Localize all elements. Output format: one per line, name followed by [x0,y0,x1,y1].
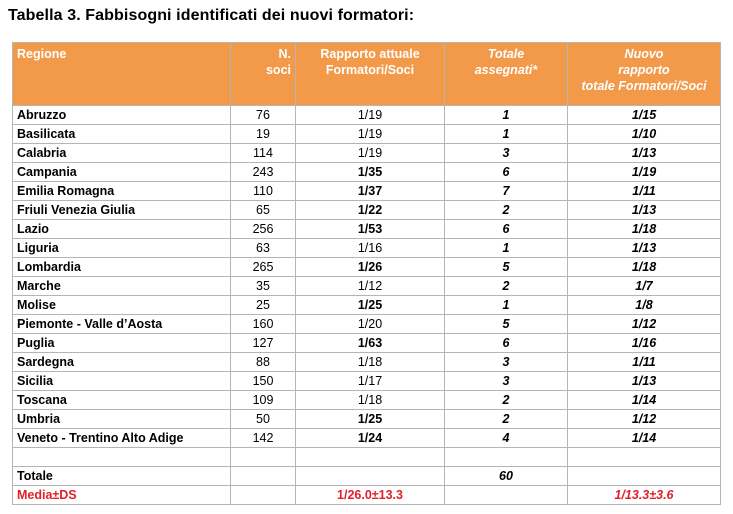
cell-empty [445,448,568,467]
cell-totale-assegnati: 3 [445,144,568,163]
table-row [13,353,721,372]
cell-nuovo-rapporto: 1/12 [568,315,721,334]
table-row [13,334,721,353]
cell-totale-assegnati: 3 [445,372,568,391]
totale-label: Totale [13,467,231,486]
cell-nuovo-rapporto: 1/7 [568,277,721,296]
cell-rapporto-attuale: 1/24 [296,429,445,448]
cell-regione: Friuli Venezia Giulia [13,201,231,220]
cell-rapporto-attuale: 1/20 [296,315,445,334]
cell-regione: Lombardia [13,258,231,277]
cell-empty [231,448,296,467]
cell-rapporto-attuale: 1/18 [296,353,445,372]
table-row [13,201,721,220]
cell-nuovo-rapporto: 1/14 [568,429,721,448]
header-soci: N. soci [231,43,296,106]
cell-rapporto-attuale: 1/63 [296,334,445,353]
cell-rapporto-attuale: 1/53 [296,220,445,239]
cell-regione: Toscana [13,391,231,410]
cell-totale-assegnati: 1 [445,125,568,144]
header-rapporto-attuale: Rapporto attuale Formatori/Soci [296,43,445,106]
cell-regione: Molise [13,296,231,315]
media-row [13,486,721,505]
cell-soci: 50 [231,410,296,429]
cell-regione: Piemonte - Valle d’Aosta [13,315,231,334]
cell-empty [445,486,568,505]
table-row [13,106,721,125]
cell-empty [568,467,721,486]
cell-rapporto-attuale: 1/26 [296,258,445,277]
cell-nuovo-rapporto: 1/14 [568,391,721,410]
cell-rapporto-attuale: 1/19 [296,106,445,125]
cell-regione: Campania [13,163,231,182]
cell-soci: 76 [231,106,296,125]
header-nuovo-rapporto: Nuovo rapporto totale Formatori/Soci [568,43,721,106]
cell-soci: 19 [231,125,296,144]
cell-regione: Marche [13,277,231,296]
needs-table [12,42,721,505]
table-row [13,220,721,239]
cell-totale-assegnati: 6 [445,220,568,239]
cell-rapporto-attuale: 1/19 [296,144,445,163]
cell-regione: Veneto - Trentino Alto Adige [13,429,231,448]
cell-nuovo-rapporto: 1/13 [568,144,721,163]
cell-regione: Puglia [13,334,231,353]
cell-totale-assegnati: 6 [445,163,568,182]
cell-empty [568,448,721,467]
cell-regione: Sardegna [13,353,231,372]
table-row [13,182,721,201]
cell-nuovo-rapporto: 1/12 [568,410,721,429]
cell-rapporto-attuale: 1/19 [296,125,445,144]
totale-row [13,467,721,486]
cell-soci: 243 [231,163,296,182]
table-row [13,239,721,258]
cell-rapporto-attuale: 1/16 [296,239,445,258]
media-label: Media±DS [13,486,231,505]
cell-nuovo-rapporto: 1/11 [568,182,721,201]
cell-soci: 109 [231,391,296,410]
cell-totale-assegnati: 6 [445,334,568,353]
table-row [13,372,721,391]
cell-nuovo-rapporto: 1/18 [568,220,721,239]
cell-soci: 65 [231,201,296,220]
cell-nuovo-rapporto: 1/13 [568,239,721,258]
cell-totale-assegnati: 2 [445,410,568,429]
cell-nuovo-rapporto: 1/13 [568,372,721,391]
cell-soci: 63 [231,239,296,258]
cell-nuovo-rapporto: 1/19 [568,163,721,182]
cell-totale-assegnati: 5 [445,258,568,277]
cell-regione: Abruzzo [13,106,231,125]
cell-rapporto-attuale: 1/18 [296,391,445,410]
cell-empty [296,467,445,486]
cell-totale-assegnati: 1 [445,239,568,258]
cell-soci: 25 [231,296,296,315]
cell-totale-assegnati: 4 [445,429,568,448]
table-row [13,258,721,277]
cell-empty [296,448,445,467]
cell-soci: 35 [231,277,296,296]
cell-soci: 150 [231,372,296,391]
cell-regione: Basilicata [13,125,231,144]
table-row [13,391,721,410]
cell-rapporto-attuale: 1/35 [296,163,445,182]
cell-totale-assegnati: 3 [445,353,568,372]
media-rapporto-attuale: 1/26.0±13.3 [296,486,445,505]
cell-regione: Lazio [13,220,231,239]
table-body [13,106,721,505]
cell-soci: 142 [231,429,296,448]
cell-totale-assegnati: 2 [445,201,568,220]
cell-nuovo-rapporto: 1/10 [568,125,721,144]
cell-regione: Emilia Romagna [13,182,231,201]
cell-regione: Sicilia [13,372,231,391]
cell-rapporto-attuale: 1/25 [296,410,445,429]
cell-totale-assegnati: 5 [445,315,568,334]
cell-soci: 256 [231,220,296,239]
table-row [13,315,721,334]
cell-rapporto-attuale: 1/22 [296,201,445,220]
cell-regione: Liguria [13,239,231,258]
cell-nuovo-rapporto: 1/13 [568,201,721,220]
header-row [13,43,721,106]
header-totale-assegnati: Totale assegnati* [445,43,568,106]
cell-soci: 160 [231,315,296,334]
cell-soci: 114 [231,144,296,163]
table-row [13,429,721,448]
table-row [13,144,721,163]
cell-soci: 127 [231,334,296,353]
cell-totale-assegnati: 1 [445,106,568,125]
cell-soci: 265 [231,258,296,277]
cell-rapporto-attuale: 1/12 [296,277,445,296]
cell-nuovo-rapporto: 1/15 [568,106,721,125]
cell-totale-assegnati: 2 [445,277,568,296]
media-nuovo-rapporto: 1/13.3±3.6 [568,486,721,505]
cell-nuovo-rapporto: 1/11 [568,353,721,372]
table-title: Tabella 3. Fabbisogni identificati dei nuovi formatori: [8,7,415,24]
table-row [13,125,721,144]
blank-row [13,448,721,467]
cell-nuovo-rapporto: 1/18 [568,258,721,277]
cell-nuovo-rapporto: 1/8 [568,296,721,315]
header-regione: Regione [13,43,231,106]
table-row [13,296,721,315]
totale-value: 60 [445,467,568,486]
cell-soci: 110 [231,182,296,201]
cell-empty [231,486,296,505]
cell-rapporto-attuale: 1/25 [296,296,445,315]
table-row [13,277,721,296]
cell-empty [231,467,296,486]
cell-regione: Calabria [13,144,231,163]
cell-totale-assegnati: 7 [445,182,568,201]
cell-rapporto-attuale: 1/17 [296,372,445,391]
cell-totale-assegnati: 1 [445,296,568,315]
cell-nuovo-rapporto: 1/16 [568,334,721,353]
cell-soci: 88 [231,353,296,372]
cell-empty [13,448,231,467]
table-row [13,410,721,429]
cell-rapporto-attuale: 1/37 [296,182,445,201]
table-row [13,163,721,182]
cell-regione: Umbria [13,410,231,429]
cell-totale-assegnati: 2 [445,391,568,410]
